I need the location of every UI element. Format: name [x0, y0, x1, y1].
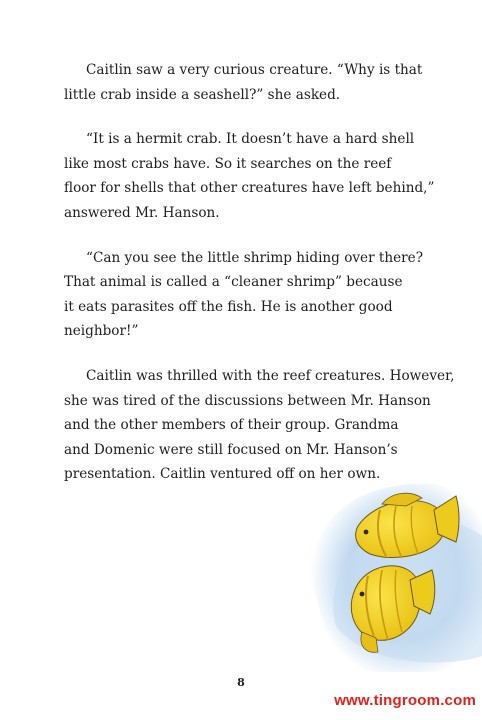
text-line: answered Mr. Hanson. [64, 204, 220, 221]
text-line: it eats parasites off the fish. He is another good [64, 298, 393, 315]
text-line: presentation. Caitlin ventured off on her own. [64, 466, 381, 483]
watermark: www.tingroom.com [334, 692, 476, 709]
text-line: That animal is called a “cleaner shrimp” because [64, 274, 403, 291]
text-line: and Domenic were still focused on Mr. Hanson’s [64, 441, 398, 458]
text-line: Caitlin was thrilled with the reef creatures. However, [86, 367, 455, 384]
body-text [64, 58, 455, 507]
paragraph [64, 127, 435, 225]
text-line: Caitlin saw a very curious creature. “Why is that [86, 62, 423, 78]
text-line: “Can you see the little shrimp hiding over there? [86, 249, 424, 266]
paragraph [64, 58, 424, 107]
text-line: neighbor!” [64, 323, 139, 340]
text-line: floor for shells that other creatures have left behind,” [64, 180, 435, 197]
paragraph [64, 246, 424, 344]
text-line: like most crabs have. So it searches on the reef [64, 155, 392, 172]
text-line: little crab inside a seashell?” she asked. [64, 86, 341, 103]
yellow-fish-illustration [296, 476, 482, 672]
text-line: she was tired of the discussions between Mr. Hanson [64, 392, 431, 409]
text-line: and the other members of their group. Grandma [64, 417, 399, 434]
page-number: 8 [237, 676, 245, 689]
paragraph [64, 364, 455, 487]
text-line: “It is a hermit crab. It doesn’t have a hard shell [86, 131, 415, 148]
